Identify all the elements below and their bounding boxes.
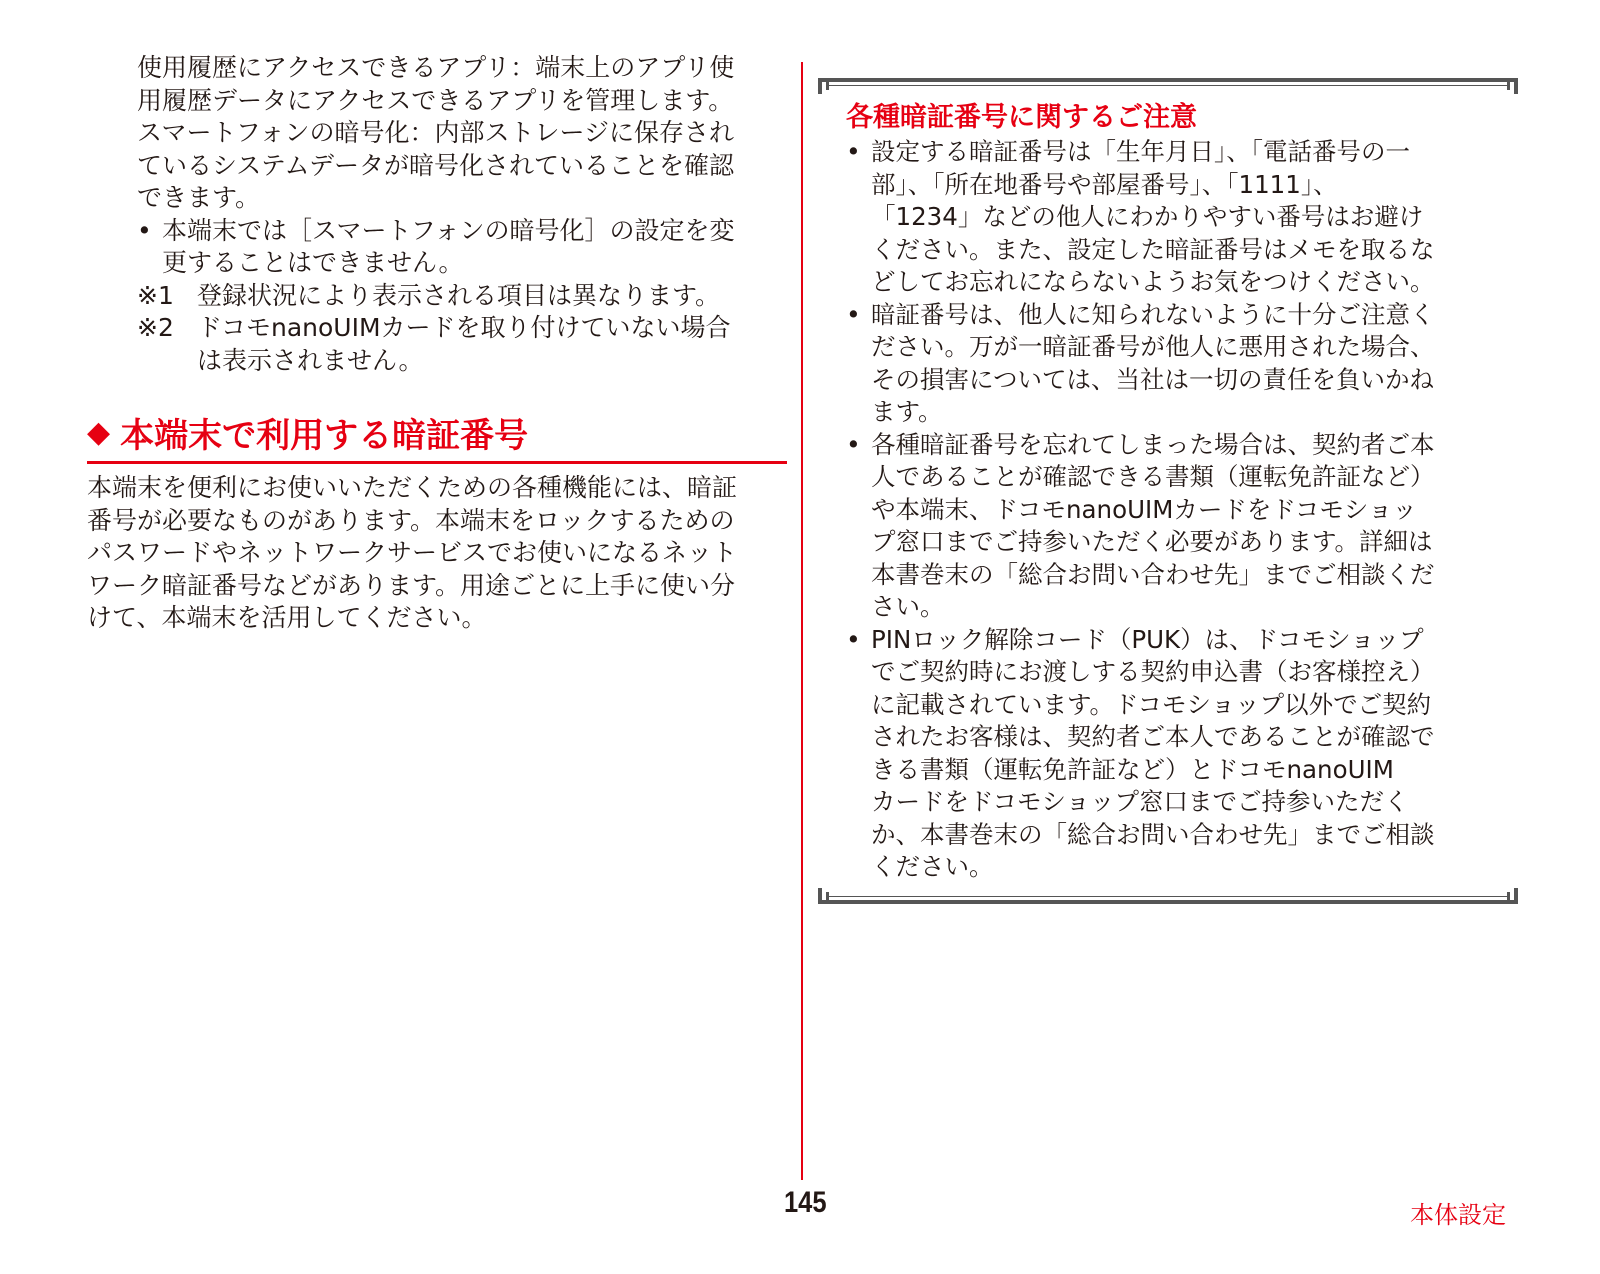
footnote-2 [137,312,787,377]
text-line: カードをドコモショップ窓口までご持参いただく [871,787,1409,816]
text-line: 使用履歴にアクセスできるアプリ：端末上のアプリ使 [137,53,735,82]
text-line: きる書類（運転免許証など）とドコモnanoUIM [871,754,1394,784]
text-line: ださい。万が一暗証番号が他人に悪用された場合、 [871,332,1435,361]
text-line: 本端末を便利にお使いいただくための各種機能には、暗証 [87,473,738,502]
text-line: ドコモnanoUIMカードを取り付けていない場合 [197,313,731,342]
bullet-mark: • [846,429,861,459]
text-line: 設定する暗証番号は「生年月日」、「電話番号の一 [871,137,1410,166]
encryption-bullet [137,215,787,280]
text-line: できます。 [137,183,261,212]
encryption-item [87,117,787,215]
caution-title: 各種暗証番号に関するご注意 [846,102,1197,133]
footnote-mark: ※2 [137,313,174,342]
text-line: 各種暗証番号を忘れてしまった場合は、契約者ご本 [871,429,1435,459]
text-line: ワーク暗証番号などがあります。用途ごとに上手に使い分 [87,570,736,600]
section-title: 本端末で利用する暗証番号 [120,415,529,456]
text-line: 人であることが確認できる書類（運転免許証など） [871,462,1435,491]
text-line: けて、本端末を活用してください。 [87,603,487,632]
footnote-1 [137,280,787,313]
bullet-mark: • [846,624,861,654]
text-line: プ窓口までご持参いただく必要があります。詳細は [871,527,1433,556]
page-number: 145 [784,1186,827,1219]
caution-frame-top [818,78,1518,94]
text-line: でご契約時にお渡しする契約申込書（お客様控え） [871,657,1435,686]
text-line: ます。 [871,397,943,426]
caution-item [846,624,1486,884]
text-line: その損害については、当社は一切の責任を負いかね [871,364,1435,394]
text-line: ください。 [871,852,994,881]
text-line: 登録状況により表示される項目は異なります。 [197,280,721,310]
text-line: ください。また、設定した暗証番号はメモを取るな [871,234,1435,264]
section-body [87,472,787,635]
text-line: 本書巻末の「総合お問い合わせ先」までご相談くだ [871,559,1435,589]
footnote-mark: ※1 [137,280,174,310]
text-line: 用履歴データにアクセスできるアプリを管理します。 [137,85,734,115]
text-line: か、本書巻末の「総合お問い合わせ先」までご相談 [871,819,1435,849]
diamond-icon: ◆ [87,414,111,450]
text-line: や本端末、ドコモnanoUIMカードをドコモショッ [871,494,1417,524]
text-line: は表示されません。 [197,345,424,375]
text-line: PINロック解除コード（PUK）は、ドコモショップ [871,624,1424,654]
caution-item [846,429,1486,624]
caution-frame-bottom [818,888,1518,904]
app-usage-item [87,52,787,117]
text-line: パスワードやネットワークサービスでお使いになるネット [87,538,738,567]
text-line: 「1234」などの他人にわかりやすい番号はお避け [871,202,1424,231]
text-line: 更することはできません。 [162,248,464,277]
text-line: スマートフォンの暗号化：内部ストレージに保存され [137,118,735,147]
text-line: どしてお忘れにならないようお気をつけください。 [871,267,1435,296]
text-line: に記載されています。ドコモショップ以外でご契約 [871,689,1432,719]
text-line: されたお客様は、契約者ご本人であることが確認で [871,722,1435,751]
heading-rule [87,461,787,464]
section-heading [87,407,787,457]
left-column [87,52,787,635]
chapter-label: 本体設定 [1410,1201,1506,1229]
text-line: ているシステムデータが暗号化されていることを確認 [137,150,735,180]
text-line: さい。 [871,592,945,621]
text-line: 本端末では［スマートフォンの暗号化］の設定を変 [162,215,735,245]
bullet-mark: • [846,299,861,329]
column-divider [801,62,803,1180]
bullet-mark: • [137,215,152,245]
text-line: 番号が必要なものがあります。本端末をロックするための [87,505,735,535]
caution-list [846,136,1486,884]
caution-item [846,136,1486,299]
caution-item [846,299,1486,429]
bullet-mark: • [846,137,861,166]
text-line: 暗証番号は、他人に知られないように十分ご注意く [871,299,1435,329]
text-line: 部」、「所在地番号や部屋番号」、「1111」、 [871,169,1338,199]
